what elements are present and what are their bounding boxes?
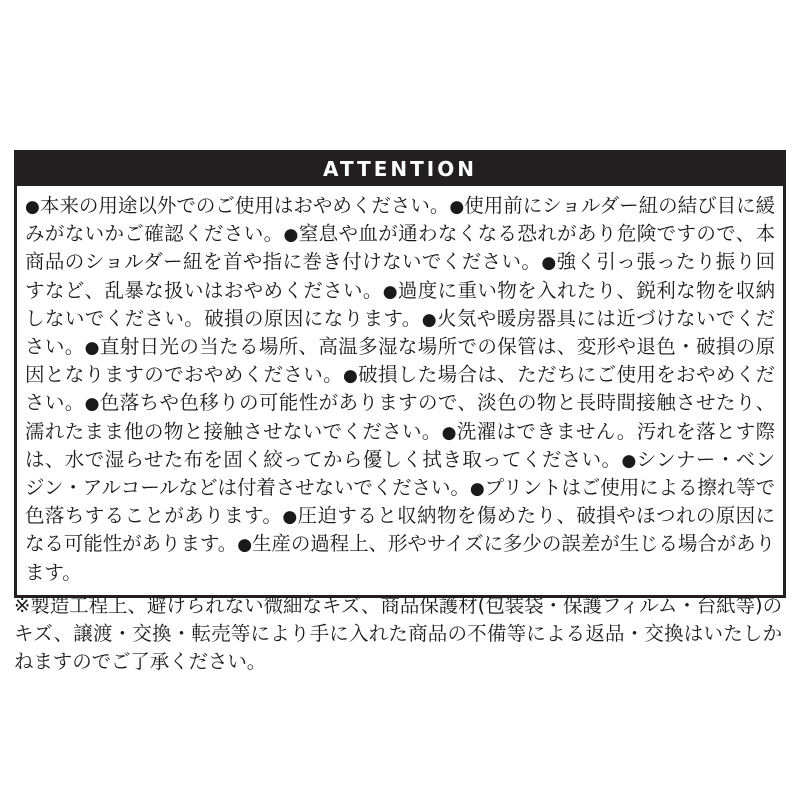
attention-item: 過度に重い物を入れたり、鋭利な物を収納しないでください。破損の原因になります。 [25,278,776,330]
attention-item: 強く引っ張ったり振り回すなど、乱暴な扱いはおやめください。 [25,250,776,302]
bullet-icon: ● [25,197,40,217]
attention-header: ATTENTION [17,153,783,186]
bullet-icon: ● [449,197,465,217]
attention-item: 破損した場合は、ただちにご使用をおやめください。 [25,363,776,415]
bullet-icon: ● [237,535,252,556]
attention-item: 圧迫すると収納物を傷めたり、破損やほつれの原因になる可能性があります。 [25,504,775,556]
bullet-icon: ● [342,366,359,387]
bullet-icon: ● [382,281,398,302]
bullet-icon: ● [421,309,437,330]
attention-item: 窒息や血が通わなくなる恐れがあり危険ですので、本商品のショルダー紐を首や指に巻き付けないでください。 [25,222,776,274]
attention-item: 洗濯はできません。汚れを落とす際は、水で湿らせた布を固く絞ってから優しく拭き取ってください。 [25,419,776,471]
attention-item: 生産の過程上、形やサイズに多少の誤差が生じる場合があります。 [25,532,775,584]
bullet-icon: ● [84,338,100,359]
bullet-icon: ● [621,450,637,471]
bullet-icon: ● [282,507,298,528]
attention-item: シンナー・ベンジン・アルコールなどは付着させないでください。 [25,447,775,500]
bullet-icon: ● [84,394,100,415]
attention-item: 火気や暖房器具には近づけないでください。 [25,306,775,359]
attention-item: 直射日光の当たる場所、高温多湿な場所での保管は、変形や退色・破損の原因となりますのでおやめください。 [25,335,776,387]
bullet-icon: ● [541,253,557,274]
bullet-icon: ● [469,479,485,500]
attention-box [14,150,786,598]
attention-item: 使用前にショルダー紐の結び目に緩みがないかご確認ください。 [25,194,776,246]
bullet-icon: ● [441,422,457,443]
attention-item: 色落ちや色移りの可能性がありますので、淡色の物と長時間接触させたり、濡れたまま他の物と接触させないでください。 [25,391,776,443]
attention-item: 本来の用途以外でのご使用はおやめください。 [39,194,450,217]
manufacturing-note: ※製造工程上、避けられない微細なキズ、商品保護材(包装袋・保護フィルム・台紙等)のキズ、譲渡・交換・転売等により手に入れた商品の不備等による返品・交換はいたしかねますのでご了承ください。 [14,593,782,673]
attention-body [17,186,783,595]
attention-item: プリントはご使用による擦れ等で色落ちすることがあります。 [25,476,775,528]
bullet-icon: ● [283,225,299,246]
